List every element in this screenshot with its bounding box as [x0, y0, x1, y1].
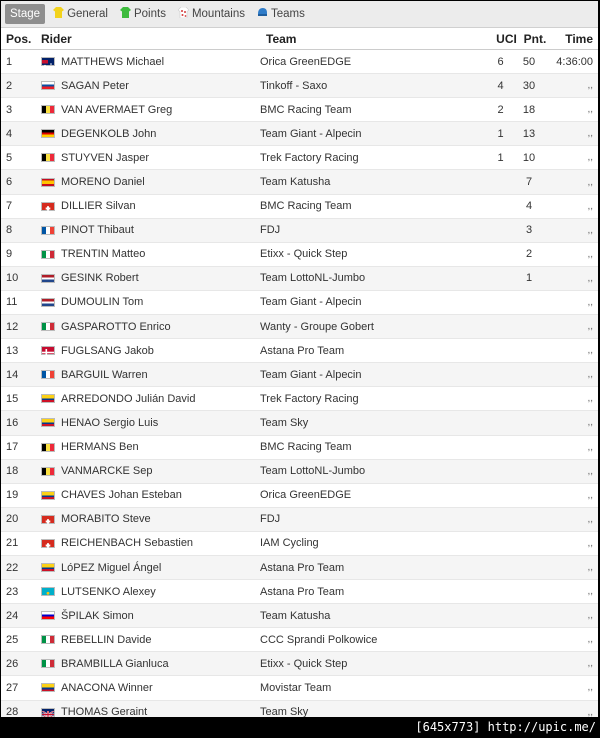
rider-cell: [35, 176, 260, 188]
team-name-link[interactable]: Trek Factory Racing: [260, 151, 359, 164]
rider-name-link[interactable]: VANMARCKE Sep: [61, 465, 153, 478]
rider-name-link[interactable]: ŠPILAK Simon: [61, 609, 134, 622]
position-cell: 1: [6, 55, 13, 68]
time-cell: 4:36:00: [556, 55, 593, 68]
time-cell: ,,: [587, 658, 593, 670]
time-cell: ,,: [587, 369, 593, 381]
time-cell: ,,: [587, 200, 593, 212]
rider-cell: [35, 706, 260, 717]
points-cell: 7: [525, 176, 533, 189]
col-pnt-header[interactable]: Pnt.: [523, 31, 547, 46]
time-cell: ,,: [587, 610, 593, 622]
table-row: [1, 628, 598, 652]
position-cell: 4: [6, 127, 13, 140]
position-cell: 8: [6, 224, 13, 237]
table-row: [1, 580, 598, 604]
points-cell: 13: [522, 127, 536, 140]
time-cell: ,,: [587, 80, 593, 92]
country-flag-icon: [41, 394, 55, 403]
rider-name-link[interactable]: BRAMBILLA Gianluca: [61, 657, 169, 670]
rider-name-link[interactable]: DUMOULIN Tom: [61, 296, 144, 309]
position-cell: 22: [6, 561, 19, 574]
points-cell: 2: [525, 248, 533, 261]
time-cell: ,,: [587, 272, 593, 284]
rider-name-link[interactable]: CHAVES Johan Esteban: [61, 489, 182, 502]
classification-tabs: [1, 1, 598, 28]
rider-cell: [35, 128, 260, 140]
position-cell: 2: [6, 79, 13, 92]
time-cell: ,,: [587, 417, 593, 429]
table-row: [1, 604, 598, 628]
team-name-link[interactable]: BMC Racing Team: [260, 103, 352, 116]
time-cell: ,,: [587, 441, 593, 453]
rider-cell: [35, 272, 260, 284]
team-name-link[interactable]: Etixx - Quick Step: [260, 248, 348, 261]
country-flag-icon: [41, 635, 55, 644]
col-rider-header[interactable]: Rider: [41, 31, 72, 46]
table-row: [1, 291, 598, 315]
position-cell: 25: [6, 633, 19, 646]
table-row: [1, 146, 598, 170]
position-cell: 12: [6, 320, 19, 333]
table-row: [1, 411, 598, 435]
position-cell: 16: [6, 416, 19, 429]
rider-name-link[interactable]: HERMANS Ben: [61, 441, 139, 454]
yellow-jersey-icon: [53, 7, 67, 21]
position-cell: 17: [6, 441, 19, 454]
rider-cell: [35, 682, 260, 694]
time-cell: ,,: [587, 706, 593, 717]
table-row: [1, 50, 598, 74]
tab-stage[interactable]: [5, 4, 45, 24]
rider-cell: [35, 80, 260, 92]
rider-cell: [35, 321, 260, 333]
position-cell: 13: [6, 344, 19, 357]
country-flag-icon: [41, 611, 55, 620]
team-name-link[interactable]: Team Giant - Alpecin: [260, 296, 362, 309]
rider-name-link[interactable]: PINOT Thibaut: [61, 224, 134, 237]
country-flag-icon: [41, 539, 55, 548]
team-name-link[interactable]: Team Giant - Alpecin: [260, 368, 362, 381]
tab-stage-label: Stage: [10, 8, 41, 20]
rider-cell: [35, 56, 260, 68]
position-cell: 11: [6, 296, 18, 309]
country-flag-icon: [41, 250, 55, 259]
position-cell: 21: [6, 537, 19, 550]
team-name-link[interactable]: FDJ: [260, 513, 281, 526]
points-cell: 18: [522, 103, 536, 116]
country-flag-icon: [41, 587, 55, 596]
rider-name-link[interactable]: STUYVEN Jasper: [61, 151, 150, 164]
time-cell: ,,: [587, 489, 593, 501]
points-cell: 50: [522, 55, 536, 68]
team-name-link[interactable]: CCC Sprandi Polkowice: [260, 633, 378, 646]
rider-name-link[interactable]: SAGAN Peter: [61, 79, 129, 92]
rider-cell: [35, 417, 260, 429]
table-row: [1, 243, 598, 267]
team-name-link[interactable]: BMC Racing Team: [260, 200, 352, 213]
points-cell: 10: [522, 151, 536, 164]
table-row: [1, 652, 598, 676]
points-cell: 30: [522, 79, 536, 92]
position-cell: 20: [6, 513, 19, 526]
rider-cell: [35, 369, 260, 381]
tab-general[interactable]: [49, 4, 112, 24]
time-cell: ,,: [587, 176, 593, 188]
team-name-link[interactable]: Tinkoff - Saxo: [260, 79, 328, 92]
rider-name-link[interactable]: GESINK Robert: [61, 272, 139, 285]
time-cell: ,,: [587, 393, 593, 405]
rider-cell: [35, 658, 260, 670]
table-header: [1, 28, 598, 50]
time-cell: ,,: [587, 586, 593, 598]
rider-name-link[interactable]: MORENO Daniel: [61, 176, 145, 189]
time-cell: ,,: [587, 152, 593, 164]
country-flag-icon: [41, 81, 55, 90]
rider-name-link[interactable]: ANACONA Winner: [61, 681, 153, 694]
tab-teams[interactable]: [253, 4, 309, 24]
team-name-link[interactable]: Trek Factory Racing: [260, 392, 359, 405]
time-cell: ,,: [587, 248, 593, 260]
country-flag-icon: [41, 708, 55, 717]
time-cell: ,,: [587, 537, 593, 549]
rider-cell: [35, 345, 260, 357]
team-name-link[interactable]: Etixx - Quick Step: [260, 657, 348, 670]
tab-general-label: General: [67, 8, 108, 20]
rider-name-link[interactable]: REICHENBACH Sebastien: [61, 537, 194, 550]
time-cell: ,,: [587, 296, 593, 308]
col-team-header[interactable]: Team: [266, 31, 297, 46]
time-cell: ,,: [587, 465, 593, 477]
table-row: [1, 267, 598, 291]
country-flag-icon: [41, 274, 55, 283]
table-row: [1, 122, 598, 146]
rider-cell: [35, 465, 260, 477]
uci-points-cell: 6: [497, 55, 504, 68]
uci-points-cell: 2: [497, 103, 504, 116]
results-panel: [1, 1, 598, 717]
country-flag-icon: [41, 226, 55, 235]
table-row: [1, 170, 598, 194]
position-cell: 26: [6, 657, 19, 670]
image-host-watermark: [645x773] http://upic.me/: [0, 717, 600, 738]
col-time-header[interactable]: Time: [565, 31, 593, 46]
rider-name-link[interactable]: DEGENKOLB John: [61, 127, 157, 140]
green-jersey-icon: [120, 7, 134, 21]
rider-cell: [35, 537, 260, 549]
rider-name-link[interactable]: MORABITO Steve: [61, 513, 151, 526]
country-flag-icon: [41, 467, 55, 476]
results-table-body: [1, 50, 598, 717]
table-row: [1, 219, 598, 243]
time-cell: ,,: [587, 345, 593, 357]
country-flag-icon: [41, 659, 55, 668]
position-cell: 5: [6, 151, 13, 164]
rider-cell: [35, 224, 260, 236]
team-name-link[interactable]: Team Giant - Alpecin: [260, 127, 362, 140]
table-row: [1, 315, 598, 339]
rider-cell: [35, 104, 260, 116]
tab-points[interactable]: [116, 4, 170, 24]
time-cell: ,,: [587, 513, 593, 525]
country-flag-icon: [41, 418, 55, 427]
country-flag-icon: [41, 57, 55, 66]
position-cell: 18: [6, 465, 19, 478]
position-cell: 19: [6, 489, 19, 502]
position-cell: 14: [6, 368, 19, 381]
position-cell: 9: [6, 248, 13, 261]
points-cell: 1: [525, 272, 533, 285]
country-flag-icon: [41, 443, 55, 452]
time-cell: ,,: [587, 128, 593, 140]
table-row: [1, 484, 598, 508]
rider-cell: [35, 200, 260, 212]
rider-cell: [35, 248, 260, 260]
team-name-link[interactable]: Wanty - Groupe Gobert: [260, 320, 374, 333]
position-cell: 7: [6, 200, 13, 213]
country-flag-icon: [41, 491, 55, 500]
tab-mountains-label: Mountains: [191, 8, 246, 20]
team-name-link[interactable]: BMC Racing Team: [260, 441, 352, 454]
time-cell: ,,: [587, 224, 593, 236]
country-flag-icon: [41, 346, 55, 355]
rider-name-link[interactable]: LóPEZ Miguel Ángel: [61, 561, 162, 574]
table-row: [1, 701, 598, 717]
position-cell: 24: [6, 609, 19, 622]
team-name-link[interactable]: Movistar Team: [260, 681, 332, 694]
position-cell: 27: [6, 681, 19, 694]
table-row: [1, 339, 598, 363]
team-name-link[interactable]: Team Sky: [260, 416, 309, 429]
team-name-link[interactable]: Team LottoNL-Jumbo: [260, 465, 366, 478]
position-cell: 28: [6, 706, 19, 717]
table-row: [1, 556, 598, 580]
table-row: [1, 436, 598, 460]
col-pos-header[interactable]: Pos.: [6, 31, 32, 46]
table-row: [1, 98, 598, 122]
rider-cell: [35, 562, 260, 574]
team-helmet-icon: [257, 7, 271, 21]
uci-points-cell: 1: [497, 127, 504, 140]
uci-points-cell: 1: [497, 151, 504, 164]
position-cell: 10: [6, 272, 19, 285]
table-row: [1, 532, 598, 556]
country-flag-icon: [41, 370, 55, 379]
rider-name-link[interactable]: GASPAROTTO Enrico: [61, 320, 171, 333]
country-flag-icon: [41, 105, 55, 114]
rider-cell: [35, 634, 260, 646]
country-flag-icon: [41, 683, 55, 692]
tab-points-label: Points: [133, 8, 166, 20]
table-row: [1, 508, 598, 532]
rider-name-link[interactable]: ARREDONDO Julián David: [61, 392, 196, 405]
team-name-link[interactable]: FDJ: [260, 224, 281, 237]
table-row: [1, 460, 598, 484]
table-row: [1, 387, 598, 411]
rider-cell: [35, 586, 260, 598]
team-name-link[interactable]: Orica GreenEDGE: [260, 55, 352, 68]
position-cell: 15: [6, 392, 19, 405]
table-row: [1, 676, 598, 700]
polka-dot-jersey-icon: [178, 7, 192, 21]
tab-mountains[interactable]: [174, 4, 249, 24]
rider-cell: [35, 152, 260, 164]
position-cell: 6: [6, 176, 13, 189]
rider-cell: [35, 393, 260, 405]
rider-name-link[interactable]: DILLIER Silvan: [61, 200, 136, 213]
country-flag-icon: [41, 178, 55, 187]
rider-name-link[interactable]: FUGLSANG Jakob: [61, 344, 154, 357]
rider-cell: [35, 489, 260, 501]
team-name-link[interactable]: Team Sky: [260, 706, 309, 717]
team-name-link[interactable]: IAM Cycling: [260, 537, 319, 550]
country-flag-icon: [41, 563, 55, 572]
points-cell: 4: [525, 200, 533, 213]
rider-name-link[interactable]: BARGUIL Warren: [61, 368, 148, 381]
position-cell: 3: [6, 103, 13, 116]
team-name-link[interactable]: Astana Pro Team: [260, 585, 345, 598]
time-cell: ,,: [587, 104, 593, 116]
rider-cell: [35, 513, 260, 525]
rider-cell: [35, 441, 260, 453]
team-name-link[interactable]: Team LottoNL-Jumbo: [260, 272, 366, 285]
points-cell: 3: [525, 224, 533, 237]
table-row: [1, 195, 598, 219]
country-flag-icon: [41, 298, 55, 307]
uci-points-cell: 4: [497, 79, 504, 92]
rider-name-link[interactable]: TRENTIN Matteo: [61, 248, 146, 261]
team-name-link[interactable]: Orica GreenEDGE: [260, 489, 352, 502]
team-name-link[interactable]: Astana Pro Team: [260, 344, 345, 357]
rider-cell: [35, 296, 260, 308]
rider-name-link[interactable]: REBELLIN Davide: [61, 633, 152, 646]
table-row: [1, 74, 598, 98]
time-cell: ,,: [587, 682, 593, 694]
rider-cell: [35, 610, 260, 622]
team-name-link[interactable]: Team Katusha: [260, 176, 331, 189]
country-flag-icon: [41, 129, 55, 138]
country-flag-icon: [41, 515, 55, 524]
country-flag-icon: [41, 202, 55, 211]
position-cell: 23: [6, 585, 19, 598]
tab-teams-label: Teams: [271, 8, 305, 20]
time-cell: ,,: [587, 321, 593, 333]
rider-name-link[interactable]: MATTHEWS Michael: [61, 55, 165, 68]
team-name-link[interactable]: Astana Pro Team: [260, 561, 345, 574]
time-cell: ,,: [587, 634, 593, 646]
country-flag-icon: [41, 322, 55, 331]
table-row: [1, 363, 598, 387]
team-name-link[interactable]: Team Katusha: [260, 609, 331, 622]
time-cell: ,,: [587, 562, 593, 574]
col-uci-header[interactable]: UCI: [496, 31, 517, 46]
rider-name-link[interactable]: VAN AVERMAET Greg: [61, 103, 173, 116]
country-flag-icon: [41, 153, 55, 162]
rider-name-link[interactable]: HENAO Sergio Luis: [61, 416, 159, 429]
rider-name-link[interactable]: THOMAS Geraint: [61, 706, 148, 717]
rider-name-link[interactable]: LUTSENKO Alexey: [61, 585, 156, 598]
